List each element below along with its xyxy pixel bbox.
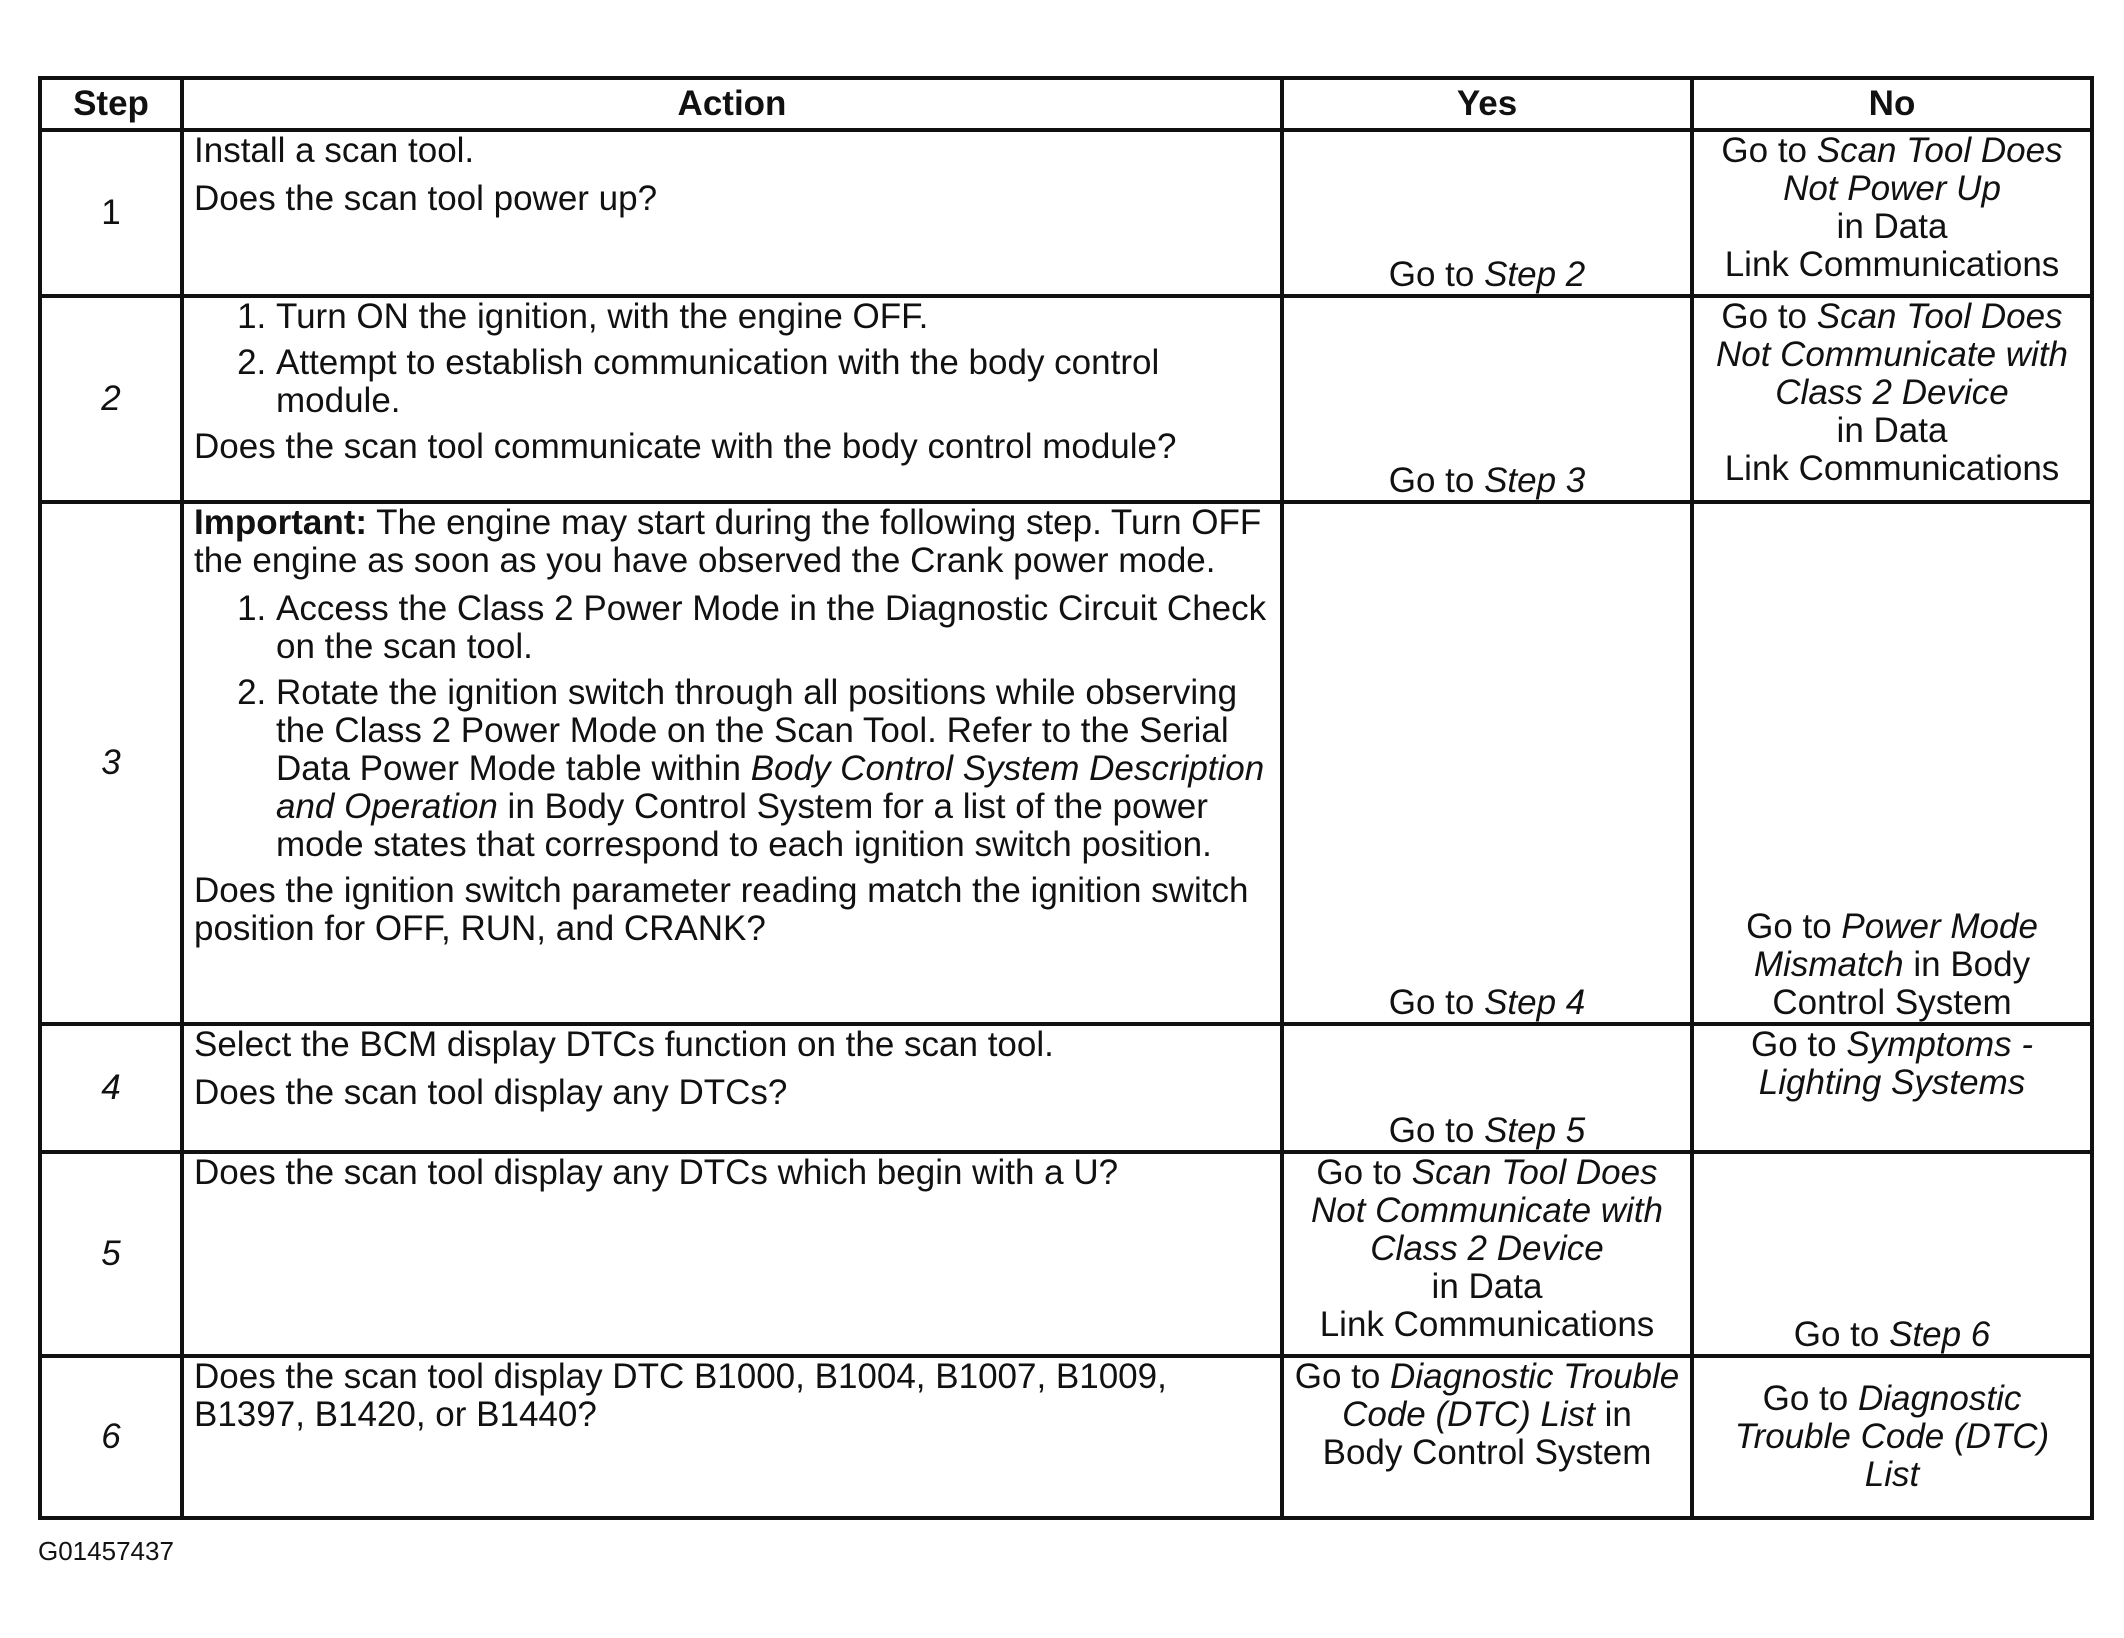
yes-link[interactable]: Step 2 xyxy=(1484,255,1586,294)
table-row xyxy=(40,296,2092,502)
no-cell xyxy=(1692,1356,2092,1518)
header-step: Step xyxy=(40,78,182,130)
yes-prefix: Go to xyxy=(1388,983,1485,1022)
step-number: 4 xyxy=(40,1024,182,1152)
no-cell xyxy=(1692,1152,2092,1356)
no-prefix: Go to xyxy=(1793,1315,1890,1354)
important-note xyxy=(194,504,1270,580)
yes-prefix: Go to xyxy=(1294,1357,1391,1396)
yes-cell xyxy=(1282,1356,1692,1518)
table-row xyxy=(40,1024,2092,1152)
action-step: 1. Access the Class 2 Power Mode in the Diagnostic Circuit Check on the scan tool. xyxy=(276,590,1270,666)
action-question: Does the scan tool display DTC B1000, B1004, B1007, B1009, B1397, B1420, or B1440? xyxy=(194,1357,1167,1434)
step-number: 3 xyxy=(40,502,182,1024)
no-link[interactable]: Diagnostic Trouble Code (DTC) List xyxy=(1734,1379,2050,1494)
action-step xyxy=(276,674,1270,864)
important-text: The engine may start during the following step. Turn OFF the engine as soon as you have observed the Crank power mode. xyxy=(194,503,1262,580)
yes-cell xyxy=(1282,502,1692,1024)
no-cell xyxy=(1692,502,2092,1024)
yes-prefix: Go to xyxy=(1388,1111,1485,1150)
header-yes: Yes xyxy=(1282,78,1692,130)
no-prefix: Go to xyxy=(1721,131,1817,170)
yes-cell xyxy=(1282,130,1692,296)
yes-cell xyxy=(1282,296,1692,502)
table-row xyxy=(40,1356,2092,1518)
action-step: 2. Attempt to establish communication with the body control module. xyxy=(276,344,1270,420)
no-link[interactable]: Step 6 xyxy=(1889,1315,1991,1354)
action-steps xyxy=(194,298,1270,420)
header-no: No xyxy=(1692,78,2092,130)
no-suffix: in Body Control System xyxy=(1772,945,2031,1022)
action-question: Does the scan tool display any DTCs? xyxy=(194,1073,788,1112)
yes-suffix: Body Control System xyxy=(1322,1433,1652,1472)
figure-id: G01457437 xyxy=(38,1536,174,1566)
step-number: 2 xyxy=(40,296,182,502)
yes-cell xyxy=(1282,1152,1692,1356)
step-text: Rotate the ignition switch through all positions while observing the Class 2 Power Mode on the Scan Tool. Refer to the Serial Data Power Mode table within xyxy=(276,673,1238,788)
yes-cell xyxy=(1282,1024,1692,1152)
table-row xyxy=(40,130,2092,296)
yes-prefix: Go to xyxy=(1316,1153,1412,1192)
step-number: 1 xyxy=(40,130,182,296)
action-cell xyxy=(182,502,1282,1024)
action-cell xyxy=(182,1356,1282,1518)
action-instruction: Install a scan tool. xyxy=(194,131,475,170)
no-suffix: Link Communications xyxy=(1724,245,2060,284)
action-question: Does the scan tool communicate with the body control module? xyxy=(194,427,1177,466)
no-link[interactable]: Symptoms - Lighting Systems xyxy=(1758,1025,2034,1102)
action-question: Does the scan tool power up? xyxy=(194,179,658,218)
step-number: 5 xyxy=(40,1152,182,1356)
action-cell xyxy=(182,130,1282,296)
header-row xyxy=(40,78,2092,130)
diagnostic-table xyxy=(38,76,2094,1520)
action-question: Does the ignition switch parameter reading match the ignition switch position for OFF, RUN, and CRANK? xyxy=(194,871,1249,948)
action-step: 1. Turn ON the ignition, with the engine OFF. xyxy=(276,298,1270,336)
yes-suffix: Link Communications xyxy=(1319,1305,1655,1344)
action-cell xyxy=(182,1024,1282,1152)
no-prefix: Go to xyxy=(1721,297,1817,336)
action-instruction: Select the BCM display DTCs function on the scan tool. xyxy=(194,1025,1054,1064)
no-prefix: Go to xyxy=(1750,1025,1847,1064)
yes-prefix: Go to xyxy=(1388,255,1485,294)
no-cell xyxy=(1692,130,2092,296)
no-link[interactable]: Power Mode Mismatch xyxy=(1753,907,2038,984)
table-row xyxy=(40,1152,2092,1356)
yes-prefix: Go to xyxy=(1388,461,1485,500)
header-action: Action xyxy=(182,78,1282,130)
yes-middle: in Data xyxy=(1431,1267,1543,1306)
yes-link[interactable]: Scan Tool Does Not Communicate with Class 2 Device xyxy=(1310,1153,1664,1268)
action-steps xyxy=(194,590,1270,864)
no-suffix: Link Communications xyxy=(1724,449,2060,488)
no-link[interactable]: Scan Tool Does Not Power Up xyxy=(1783,131,2063,208)
no-cell xyxy=(1692,1024,2092,1152)
no-middle: in Data xyxy=(1836,411,1948,450)
step-text: in Body Control System for a list of the power mode states that correspond to each ignition switch position. xyxy=(276,787,1212,864)
yes-middle: in xyxy=(1594,1395,1632,1434)
no-prefix: Go to xyxy=(1746,907,1842,946)
action-question: Does the scan tool display any DTCs which begin with a U? xyxy=(194,1153,1119,1192)
yes-link[interactable]: Step 5 xyxy=(1484,1111,1586,1150)
action-cell xyxy=(182,296,1282,502)
table-row xyxy=(40,502,2092,1024)
yes-link[interactable]: Diagnostic Trouble Code (DTC) List xyxy=(1342,1357,1680,1434)
reference-link[interactable]: Body Control System Description and Operation xyxy=(276,749,1265,826)
action-cell xyxy=(182,1152,1282,1356)
step-number: 6 xyxy=(40,1356,182,1518)
yes-link[interactable]: Step 4 xyxy=(1484,983,1586,1022)
no-prefix: Go to xyxy=(1762,1379,1858,1418)
no-link[interactable]: Scan Tool Does Not Communicate with Class 2 Device xyxy=(1715,297,2069,412)
important-label: Important: xyxy=(194,503,368,542)
no-cell xyxy=(1692,296,2092,502)
no-middle: in Data xyxy=(1836,207,1948,246)
yes-link[interactable]: Step 3 xyxy=(1484,461,1586,500)
